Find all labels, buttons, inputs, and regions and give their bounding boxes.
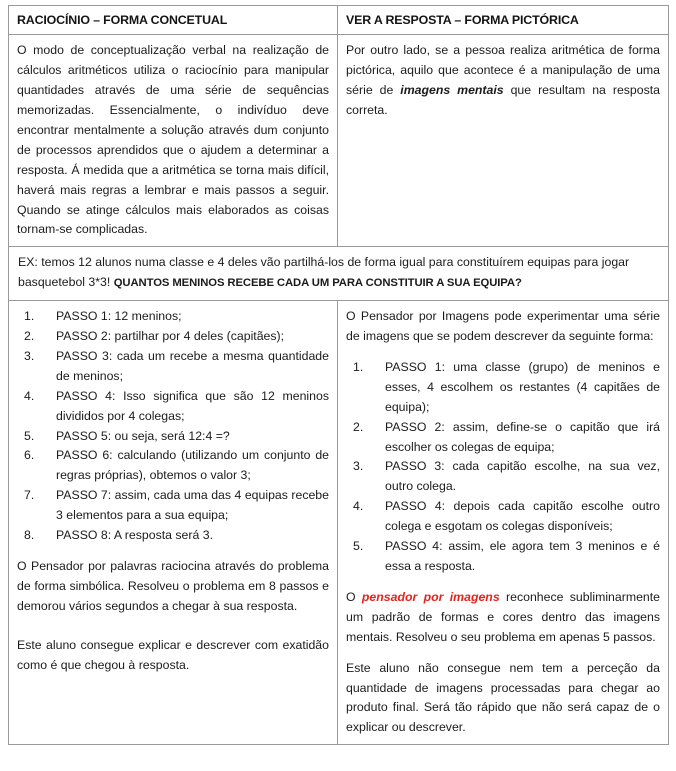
conclusion-paragraph-pictorial [346, 588, 660, 648]
header-title-pictorial: VER A RESPOSTA – FORMA PICTÓRICA [346, 13, 579, 27]
example-statement [18, 253, 659, 293]
list-item: PASSO 4: assim, ele agora tem 3 meninos e é essa a resposta. [385, 539, 660, 574]
intro-cell-right [338, 35, 669, 247]
list-item: PASSO 1: uma classe (grupo) de meninos e esses, 4 escolhem os restantes (4 capitães de equipa); [385, 359, 660, 414]
list-item: PASSO 5: ou seja, será 12:4 =? [56, 428, 230, 443]
table-header-row [9, 6, 669, 35]
example-question: QUANTOS MENINOS RECEBE CADA UM PARA CONSTITUIR A SUA EQUIPA? [113, 277, 522, 290]
intro-paragraph-pictorial [346, 41, 660, 121]
red-paragraph-suffix: reconhece subliminarmente um padrão de formas e cores dentro das imagens mentais. Resolveu o seu problema em apenas 5 passos. [346, 589, 661, 644]
emphasis-pensador-por-imagens: pensador por imagens [361, 589, 500, 604]
paragraph-spacer [17, 617, 329, 636]
intro-paragraph-conceptual: O modo de conceptualização verbal na realização de cálculos aritméticos utiliza o raciocínio para manipular quantidades através de uma série de sequências memorizadas. Essencialmente, o indivíduo deve encontrar mentalmente a solução através dum conjunto de processos aprendidos que o ajudem a determinar a resposta. Á medida que a aritmética se torna mais difícil, haverá mais regras a lembrar e mais passos a seguir. Quando se atinge cálculos mais elaborados as coisas tornam-se complicadas. [17, 43, 329, 237]
header-cell-right [338, 6, 669, 35]
list-item: PASSO 4: Isso significa que são 12 meninos divididos por 4 colegas; [56, 388, 329, 423]
list-item: PASSO 8: A resposta será 3. [56, 528, 213, 543]
list-item: PASSO 2: partilhar por 4 deles (capitães); [56, 329, 285, 344]
list-item: PASSO 2: assim, define-se o capitão que irá escolher os colegas de equipa; [385, 419, 660, 454]
table-row-steps [9, 301, 669, 745]
intro-text-part2: que resultam na resposta correta. [346, 83, 661, 117]
example-cell [9, 247, 669, 301]
steps-list-pictorial [346, 358, 660, 577]
conclusion-paragraph-conceptual: O Pensador por palavras raciocina através do problema de forma simbólica. Resolveu o problema em 8 passos e demorou vários segundos a chegar à sua resposta. [17, 559, 329, 613]
intro-cell-left [9, 35, 338, 247]
list-item: PASSO 1: 12 meninos; [56, 309, 182, 324]
emphasis-imagens-mentais: imagens mentais [400, 83, 504, 98]
table-row-intro [9, 35, 669, 247]
list-item: PASSO 7: assim, cada uma das 4 equipas recebe 3 elementos para a sua equipa; [56, 488, 329, 523]
steps-cell-right [338, 301, 669, 745]
intro-text-part1: Por outro lado, se a pessoa realiza aritmética de forma pictórica, aquilo que acontece é a manipulação de uma série de [346, 43, 660, 98]
red-paragraph-prefix: O [346, 589, 362, 604]
intro-paragraph-steps-pictorial: O Pensador por Imagens pode experimentar uma série de imagens que se podem descrever da seguinte forma: [346, 309, 660, 344]
list-item: PASSO 3: cada um recebe a mesma quantidade de meninos; [56, 348, 329, 383]
steps-list-conceptual [17, 307, 329, 546]
list-item: PASSO 4: depois cada capitão escolhe outro colega e esgotam os colegas disponíveis; [385, 499, 660, 534]
list-item: PASSO 6: calculando (utilizando um conjunto de regras próprias), obtemos o valor 3; [56, 448, 329, 483]
final-paragraph-pictorial: Este aluno não consegue nem tem a perceção da quantidade de imagens processadas para chegar ao produto final. Será tão rápido que não será capaz de o explicar ou descrever. [346, 660, 660, 735]
comparison-table [8, 5, 669, 745]
list-item: PASSO 3: cada capitão escolhe, na sua vez, outro colega. [385, 459, 660, 494]
final-paragraph-conceptual: Este aluno consegue explicar e descrever com exatidão como é que chegou à resposta. [17, 637, 329, 672]
header-title-conceptual: RACIOCÍNIO – FORMA CONCETUAL [17, 13, 228, 27]
example-text: EX: temos 12 alunos numa classe e 4 deles vão partilhá-los de forma igual para constituírem equipas para jogar basquetebol 3*3! [18, 255, 630, 290]
table-row-example [9, 247, 669, 301]
steps-cell-left [9, 301, 338, 745]
header-cell-left [9, 6, 338, 35]
